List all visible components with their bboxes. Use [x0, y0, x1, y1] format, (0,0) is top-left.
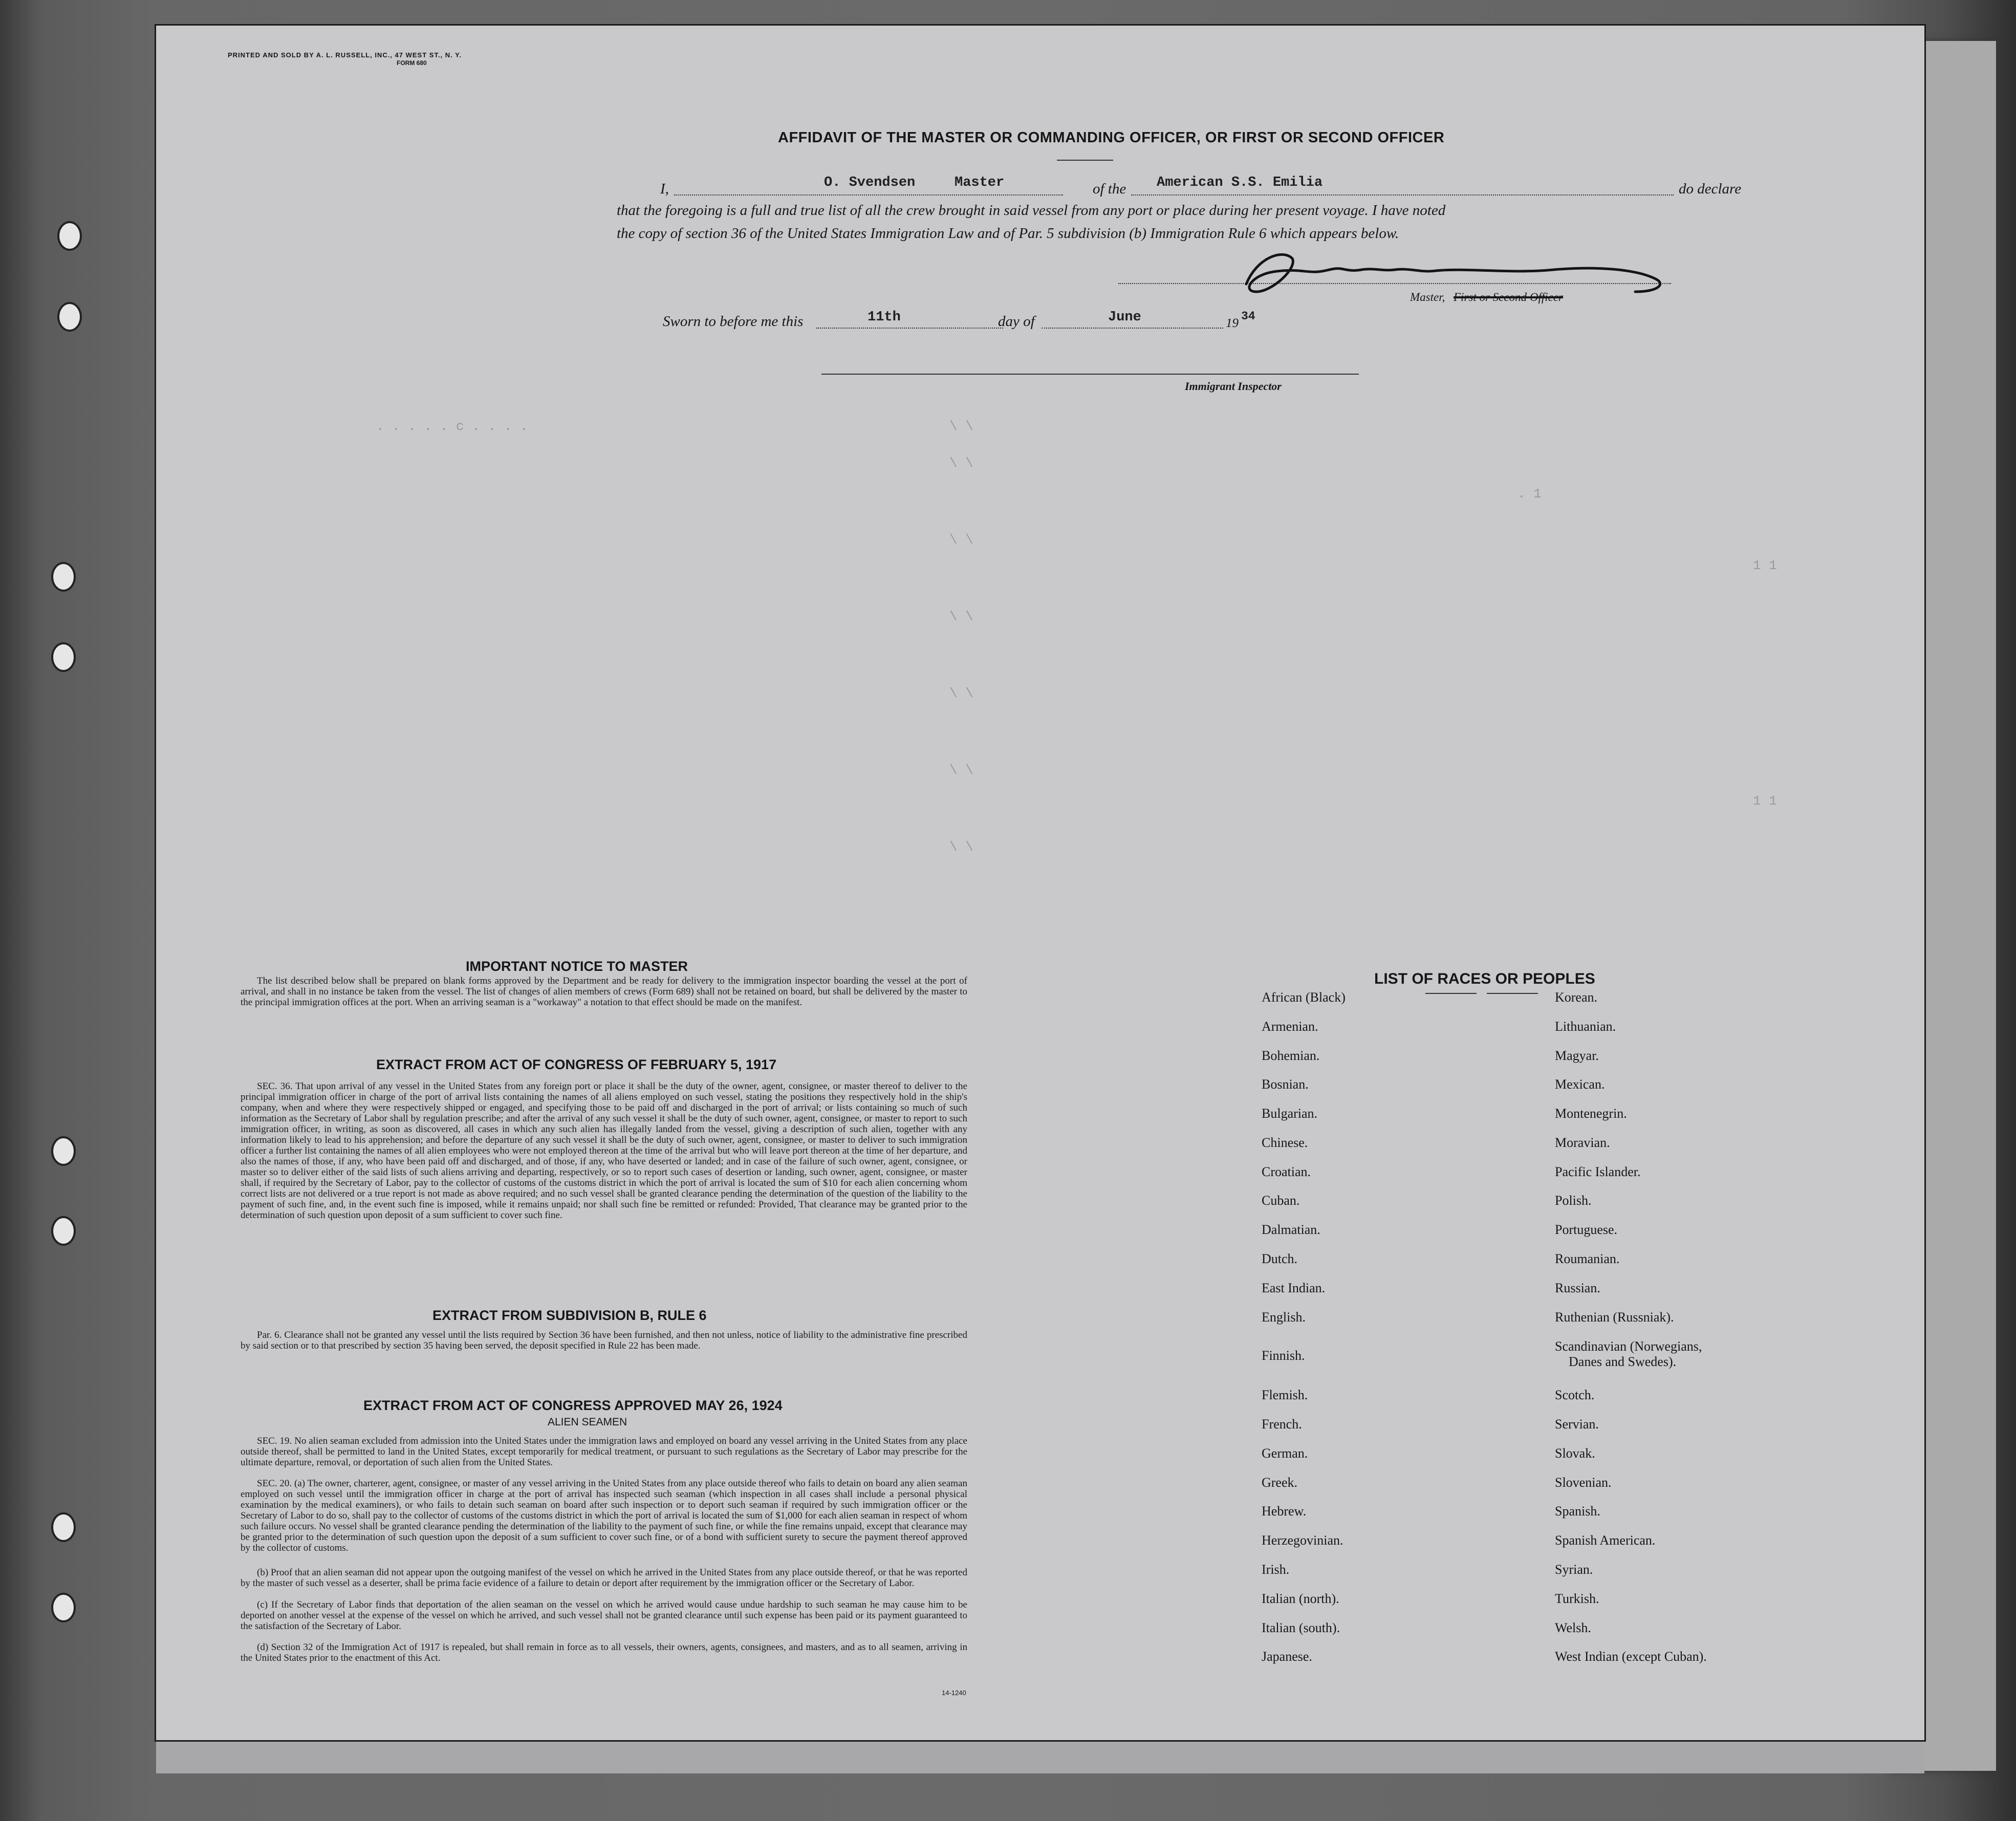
race-item: Slovak.: [1555, 1446, 1595, 1461]
race-item: Italian (south).: [1262, 1620, 1340, 1635]
race-item: Herzegovinian.: [1262, 1533, 1343, 1548]
sec20a-body: SEC. 20. (a) The owner, charterer, agent, consignee, or master of any vessel arriving in the United States from any place outside thereof who fails to detain on board any alien seaman employed on such vessel until the immigration officer in charge at the port of arrival has inspected such seaman (which inspection in all cases shall include a personal physical examination by the medical examiners), or who fails to detain such seaman on board after such inspection or to deport such seaman if required by such immigration officer or the Secretary of Labor to do so, shall pay to the collector of customs of the customs district in which the port of arrival is located the sum of $1,000 for each alien seaman in respect of whom such failure occurs. No vessel shall be granted clearance pending the determination of the liability to the payment of such fine, or while the fine remains unpaid, except that clearance may be granted prior to the determination of such question upon the deposit of a sum sufficient to cover such fine, or of a bond with sufficient surety to secure the payment thereof approved by the collector of customs.: [241, 1478, 967, 1553]
extract-1917-body: SEC. 36. That upon arrival of any vessel in the United States from any foreign port or place it shall be the duty of the owner, agent, consignee, or master thereof to deliver to the principal immigration officer in charge of the port of arrival lists containing the names of all aliens employed on such vessel, stating the positions they respectively hold in the ship's company, when and where they were respectively shipped or engaged, and specifying those to be paid off and discharged in the port of arrival; or lists containing so much of such information as the Secretary of Labor shall by regulation prescribe; and after the arrival of any such vessel it shall be the duty of such owner, agent, consignee, or master to report to such immigration officer, in writing, as soon as discovered, all cases in which any such alien has illegally landed from the vessel, giving a description of such alien, together with any information likely to lead to his apprehension; and before the departure of any such vessel it shall be the duty of such owner, agent, consignee, or master to deliver to such immigration officer a further list containing the names of all alien employees who were not employed thereon at the time of the arrival but who will leave port thereon at the time of her departure, and also the names of those, if any, who have been paid off and discharged, and of those, if any, who have deserted or landed; and in case of the failure of such owner, agent, consignee, or master so to deliver either of the said lists of such aliens arriving and departing, respectively, or so to report such cases of desertion or landing, such owner, agent, consignee, or master shall, if required by the Secretary of Labor, pay to the collector of customs of the customs district in which the port of arrival is located the sum of $10 for each alien concerning whom correct lists are not delivered or a true report is not made as above required; and no such vessel shall be granted clearance pending the determination of the question of the liability to the payment of such fine, and, in the event such fine is imposed, while it remains unpaid; nor shall such fine be remitted or refunded: Provided, That clearance may be granted prior to the determination of such question upon deposit of a sum sufficient to cover such fine.: [241, 1081, 967, 1221]
affidavit-line-3: the copy of section 36 of the United States Immigration Law and of Par. 5 subdivision (b) Immigration Rule 6 which appears below.: [617, 225, 1399, 242]
extract-1924-title: EXTRACT FROM ACT OF CONGRESS APPROVED MAY 26, 1924: [363, 1398, 783, 1413]
race-item: English.: [1262, 1310, 1306, 1325]
race-item: Scotch.: [1555, 1388, 1595, 1402]
race-item: Greek.: [1262, 1475, 1298, 1490]
master-name: O. Svendsen: [824, 175, 916, 190]
sec20d-body: (d) Section 32 of the Immigration Act of 1917 is repealed, but shall remain in force as to all vessels, their owners, agents, consignees, and masters, and as to all seamen, arriving in the United States prior to the enactment of this Act.: [241, 1642, 967, 1663]
binder-hole-icon: [51, 1593, 76, 1622]
race-item: Armenian.: [1262, 1019, 1318, 1034]
sworn-day-line: [816, 328, 1003, 329]
race-item: Magyar.: [1555, 1048, 1599, 1063]
alien-seamen-subtitle: ALIEN SEAMEN: [548, 1416, 627, 1428]
race-item: Syrian.: [1555, 1562, 1593, 1577]
bleed-through-mark: \ \: [949, 763, 973, 778]
bleed-through-mark: \ \: [949, 609, 973, 624]
bleed-through-mark: 1 1: [1753, 558, 1777, 573]
sworn-month-line: [1042, 328, 1223, 329]
race-item: Mexican.: [1555, 1077, 1605, 1092]
race-item: Lithuanian.: [1555, 1019, 1616, 1034]
do-declare-label: do declare: [1679, 181, 1742, 197]
master-signature: [1226, 243, 1676, 299]
race-item: Dutch.: [1262, 1251, 1298, 1266]
race-item: French.: [1262, 1417, 1302, 1432]
race-item: Finnish.: [1262, 1348, 1305, 1363]
race-item: Bosnian.: [1262, 1077, 1309, 1092]
race-item: Chinese.: [1262, 1135, 1308, 1150]
bleed-through-mark: \ \: [949, 532, 973, 548]
bleed-through-mark: \ \: [949, 456, 973, 471]
of-the-label: of the: [1093, 181, 1126, 197]
binder-hole-icon: [57, 302, 82, 332]
race-item: Welsh.: [1555, 1620, 1591, 1635]
bleed-through-mark: \ \: [949, 839, 973, 855]
year-prefix: 19: [1226, 316, 1239, 330]
race-item: Slovenian.: [1555, 1475, 1612, 1490]
affidavit-line-2: that the foregoing is a full and true list of all the crew brought in said vessel from any port or place during her present voyage. I have noted: [617, 202, 1446, 219]
race-item: Ruthenian (Russniak).: [1555, 1310, 1674, 1325]
race-item: Korean.: [1555, 990, 1598, 1005]
sworn-label: Sworn to before me this: [663, 313, 804, 330]
bleed-through-mark: \ \: [949, 686, 973, 701]
races-title-underline: [1487, 993, 1538, 994]
day-of-label: day of: [998, 313, 1035, 330]
sec20b-body: (b) Proof that an alien seaman did not appear upon the outgoing manifest of the vessel on which he arrived in the United States from any place outside thereof, or that he was reported by the master of such vessel as a deserter, shall be prima facie evidence of a failure to detain or deport after requirement by the immigration officer or the Secretary of Labor.: [241, 1567, 967, 1589]
race-item: Pacific Islander.: [1555, 1164, 1641, 1179]
race-item: Spanish American.: [1555, 1533, 1656, 1548]
race-item: Flemish.: [1262, 1388, 1308, 1402]
race-item: East Indian.: [1262, 1281, 1326, 1295]
race-item: German.: [1262, 1446, 1308, 1461]
race-item: Montenegrin.: [1555, 1106, 1627, 1121]
inspector-line: [821, 374, 1359, 375]
bleed-through-mark: \ \: [949, 419, 973, 434]
master-rank: Master: [955, 175, 1005, 190]
race-item: Irish.: [1262, 1562, 1290, 1577]
year-suffix: 34: [1241, 310, 1255, 323]
sworn-month: June: [1108, 310, 1141, 325]
races-title: LIST OF RACES OR PEOPLES: [1374, 970, 1595, 987]
race-item: Scandinavian (Norwegians,: [1555, 1339, 1702, 1354]
race-item: Russian.: [1555, 1281, 1600, 1295]
race-item: Moravian.: [1555, 1135, 1610, 1150]
race-item: Spanish.: [1555, 1504, 1600, 1519]
races-title-underline: [1425, 993, 1477, 994]
race-item: Bulgarian.: [1262, 1106, 1318, 1121]
race-item: African (Black): [1262, 990, 1346, 1005]
page-bottom-edge: [156, 1738, 1924, 1773]
extract-1917-title: EXTRACT FROM ACT OF CONGRESS OF FEBRUARY 5, 1917: [376, 1057, 777, 1072]
sec19-body: SEC. 19. No alien seaman excluded from admission into the United States under the immigration laws and employed on board any vessel arriving in the United States from any place outside thereof, shall be permitted to land in the United States, except temporarily for medical treatment, or pursuant to such regulations as the Secretary of Labor may prescribe for the ultimate departure, removal, or deportation of such alien from the United States.: [241, 1436, 967, 1468]
manifest-sheet: [156, 26, 1924, 1740]
race-item: Danes and Swedes).: [1569, 1354, 1677, 1369]
signature-struck-text: First or Second Officer: [1454, 291, 1563, 304]
race-item: Roumanian.: [1555, 1251, 1620, 1266]
name-line: [674, 194, 1063, 196]
i-label: I,: [660, 181, 669, 197]
inspector-label: Immigrant Inspector: [1185, 380, 1282, 393]
race-item: Polish.: [1555, 1193, 1592, 1208]
printer-line: PRINTED AND SOLD BY A. L. RUSSELL, INC., 47 WEST ST., N. Y.: [228, 51, 462, 59]
rule6-body: Par. 6. Clearance shall not be granted any vessel until the lists required by Section 36 have been furnished, and then not unless, notice of liability to the administrative fine prescribed by said section or to that prescribed by section 35 having been served, the deposit specified in Rule 22 has been made.: [241, 1330, 967, 1351]
rule6-title: EXTRACT FROM SUBDIVISION B, RULE 6: [432, 1308, 707, 1323]
race-item: Dalmatian.: [1262, 1222, 1320, 1237]
race-item: Turkish.: [1555, 1591, 1599, 1606]
race-item: Bohemian.: [1262, 1048, 1320, 1063]
race-item: Servian.: [1555, 1417, 1599, 1432]
race-item: Cuban.: [1262, 1193, 1300, 1208]
bleed-through-mark: . . . . . c . . . .: [376, 419, 528, 434]
notice-title: IMPORTANT NOTICE TO MASTER: [466, 959, 688, 974]
notice-body: The list described below shall be prepared on blank forms approved by the Department and be ready for delivery to the immigration inspector boarding the vessel at the port of arrival, and shall in no instance be taken from the vessel. The list of changes of alien members of crews (Form 689) shall not be retained on board, but shall be delivered by the master to the principal immigration offices at the port. When an arriving seaman is a "workaway" a notation to that effect should be made on the manifest.: [241, 975, 967, 1008]
race-item: Japanese.: [1262, 1649, 1312, 1664]
binder-hole-icon: [51, 562, 76, 592]
binder-hole-icon: [51, 1136, 76, 1166]
form-number: 14-1240: [942, 1689, 966, 1697]
race-item: Hebrew.: [1262, 1504, 1307, 1519]
binder-hole-icon: [57, 221, 82, 251]
binder-hole-icon: [51, 642, 76, 672]
race-item: Portuguese.: [1555, 1222, 1618, 1237]
binder-hole-icon: [51, 1216, 76, 1246]
race-item: Croatian.: [1262, 1164, 1311, 1179]
form-line: FORM 680: [397, 59, 427, 67]
sworn-day: 11th: [868, 310, 901, 325]
bleed-through-mark: . 1: [1518, 486, 1542, 502]
signature-role: Master,: [1410, 291, 1445, 304]
binder-hole-icon: [51, 1512, 76, 1542]
affidavit-title: AFFIDAVIT OF THE MASTER OR COMMANDING OFFICER, OR FIRST OR SECOND OFFICER: [778, 129, 1445, 146]
vessel-line: [1131, 194, 1674, 196]
vessel-name: American S.S. Emilia: [1157, 175, 1323, 190]
sec20c-body: (c) If the Secretary of Labor finds that deportation of the alien seaman on the vessel on which he arrived would cause undue hardship to such seaman he may cause him to be deported on another vessel at the expense of the vessel on which he arrived, and such vessel shall not be granted clearance until such expense has been paid or its payment guaranteed to the satisfaction of the Secretary of Labor.: [241, 1599, 967, 1632]
race-item: West Indian (except Cuban).: [1555, 1649, 1707, 1664]
title-underline: [1057, 160, 1113, 161]
bleed-through-mark: 1 1: [1753, 793, 1777, 809]
race-item: Italian (north).: [1262, 1591, 1339, 1606]
